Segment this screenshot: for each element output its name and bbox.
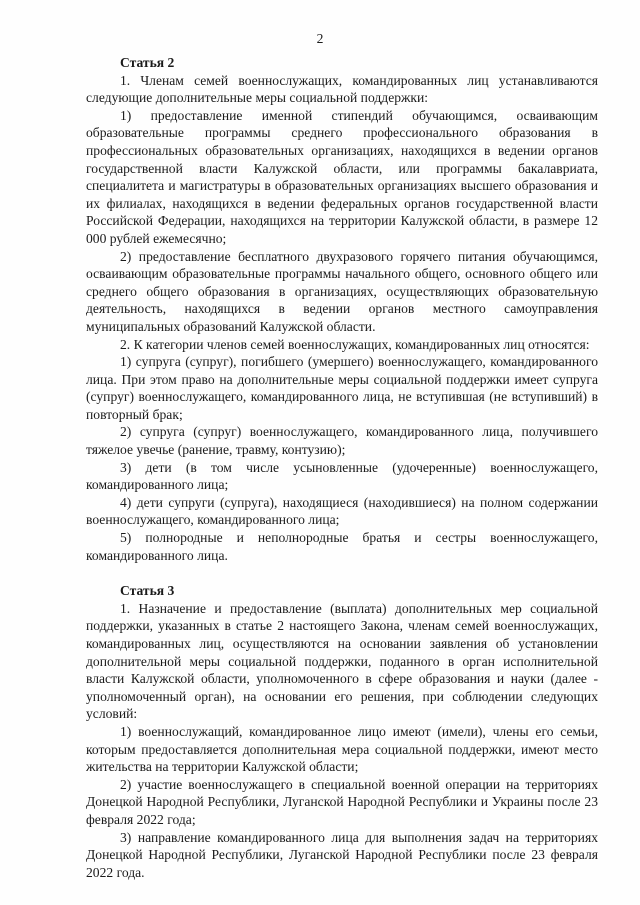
paragraph: 4) дети супруги (супруга), находящиеся (находившиеся) на полном содержании военнослужащего, командированного лица; — [86, 494, 598, 528]
paragraph: 3) дети (в том числе усыновленные (удочеренные) военнослужащего, командированного лица; — [86, 459, 598, 493]
article-heading: Статья 3 — [120, 583, 175, 599]
paragraph: 2) предоставление бесплатного двухразового горячего питания обучающимся, осваивающим образовательные программы начального общего, основного общего или среднего общего образования в организациях, осуществляющих образовательную деятельность, находящихся в ведении органов местного самоуправления муниципальных образований Калужской области. — [86, 248, 598, 334]
section-gap — [86, 564, 598, 582]
page-number: 2 — [316, 31, 324, 46]
paragraph: 1. Членам семей военнослужащих, командированных лиц устанавливаются следующие дополнительные меры социальной поддержки: — [86, 72, 598, 106]
paragraph: 1. Назначение и предоставление (выплата) дополнительных мер социальной поддержки, указанных в статье 2 настоящего Закона, членам семей военнослужащих, командированных лиц, осуществляются на основании заявления об установлении дополнительной меры социальной поддержки, поданного в орган исполнительной власти Калужской области, уполномоченного в сфере образования и науки (далее - уполномоченный орган), на основании его решения, при соблюдении следующих условий: — [86, 600, 598, 722]
document-body — [86, 54, 598, 881]
article-heading: Статья 2 — [120, 55, 175, 70]
paragraph: 2) участие военнослужащего в специальной военной операции на территориях Донецкой Народной Республики, Луганской Народной Республики и Украины после 23 февраля 2022 года; — [86, 776, 598, 827]
paragraph: 5) полнородные и неполнородные братья и сестры военнослужащего, командированного лица. — [86, 530, 598, 563]
paragraph: 3) направление командированного лица для выполнения задач на территориях Донецкой Народной Республики, Луганской Народной Республики после 23 февраля 2022 года. — [86, 829, 598, 880]
article-3 — [86, 582, 598, 881]
article-2 — [86, 54, 598, 564]
paragraph: 1) супруга (супруг), погибшего (умершего) военнослужащего, командированного лица. При этом право на дополнительные меры социальной поддержки имеет супруга (супруг) военнослужащего, командированного лица, не вступившая (не вступивший) в повторный брак; — [86, 354, 598, 422]
paragraph: 1) предоставление именной стипендий обучающимся, осваивающим образовательные программы среднего профессионального образования в профессиональных образовательных организациях, находящихся в ведении органов государственной власти Калужской области, или программы бакалавриата, специалитета и магистратуры в образовательных организациях высшего образования и их филиалах, находящихся в ведении федеральных органов государственной власти Российской Федерации, находящихся на территории Калужской области, в размере 12 000 рублей ежемесячно; — [86, 107, 598, 246]
paragraph: 1) военнослужащий, командированное лицо имеют (имели), члены его семьи, которым предоставляется дополнительная мера социальной поддержки, имеют место жительства на территории Калужской области; — [86, 723, 598, 775]
paragraph: 2. К категории членов семей военнослужащих, командированных лиц относятся: — [120, 336, 590, 352]
paragraph: 2) супруга (супруг) военнослужащего, командированного лица, получившего тяжелое увечье (ранение, травму, контузию); — [86, 424, 598, 458]
